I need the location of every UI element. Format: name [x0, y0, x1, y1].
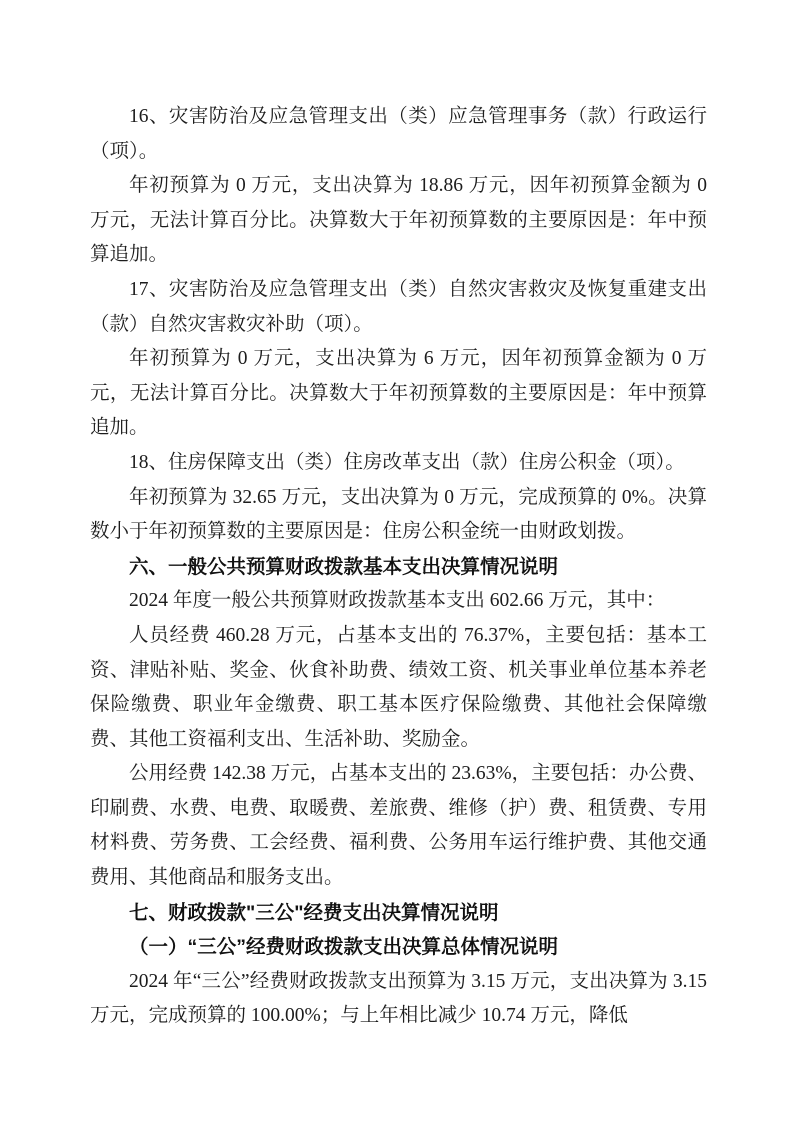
section-heading: 七、财政拨款"三公"经费支出决算情况说明 — [129, 901, 499, 924]
paragraph: 2024 年“三公”经费财政拨款支出预算为 3.15 万元，支出决算为 3.15 万元，完成预算的 100.00%；与上年相比减少 10.74 万元，降低 — [90, 970, 707, 1027]
document-body — [90, 100, 707, 1034]
paragraph: 人员经费 460.28 万元，占基本支出的 76.37%，主要包括：基本工资、津贴补贴、奖金、伙食补助费、绩效工资、机关事业单位基本养老保险缴费、职业年金缴费、职工基本医疗保险缴费、其他社会保障缴费、其他工资福利支出、生活补助、奖励金。 — [90, 624, 707, 750]
section-heading: 六、一般公共预算财政拨款基本支出决算情况说明 — [129, 555, 559, 578]
paragraph: 年初预算为 0 万元，支出决算为 18.86 万元，因年初预算金额为 0 万元，无法计算百分比。决算数大于年初预算数的主要原因是：年中预算追加。 — [90, 175, 707, 266]
paragraph: 2024 年度一般公共预算财政拨款基本支出 602.66 万元，其中： — [129, 590, 666, 612]
paragraph: 年初预算为 0 万元，支出决算为 6 万元，因年初预算金额为 0 万元，无法计算百分比。决算数大于年初预算数的主要原因是：年中预算追加。 — [90, 348, 707, 439]
paragraph: 17、灾害防治及应急管理支出（类）自然灾害救灾及恢复重建支出（款）自然灾害救灾补助（项）。 — [90, 278, 707, 335]
paragraph: 18、住房保障支出（类）住房改革支出（款）住房公积金（项）。 — [129, 451, 685, 473]
paragraph: 16、灾害防治及应急管理支出（类）应急管理事务（款）行政运行（项）。 — [90, 106, 707, 162]
paragraph: 年初预算为 32.65 万元，支出决算为 0 万元，完成预算的 0%。决算数小于年初预算数的主要原因是：住房公积金统一由财政划拨。 — [90, 486, 707, 543]
paragraph: 公用经费 142.38 万元，占基本支出的 23.63%，主要包括：办公费、印刷费、水费、电费、取暖费、差旅费、维修（护）费、租赁费、专用材料费、劳务费、工会经费、福利费、公务用车运行维护费、其他交通费用、其他商品和服务支出。 — [90, 763, 707, 889]
section-heading: （一）“三公”经费财政拨款支出决算总体情况说明 — [129, 936, 559, 959]
